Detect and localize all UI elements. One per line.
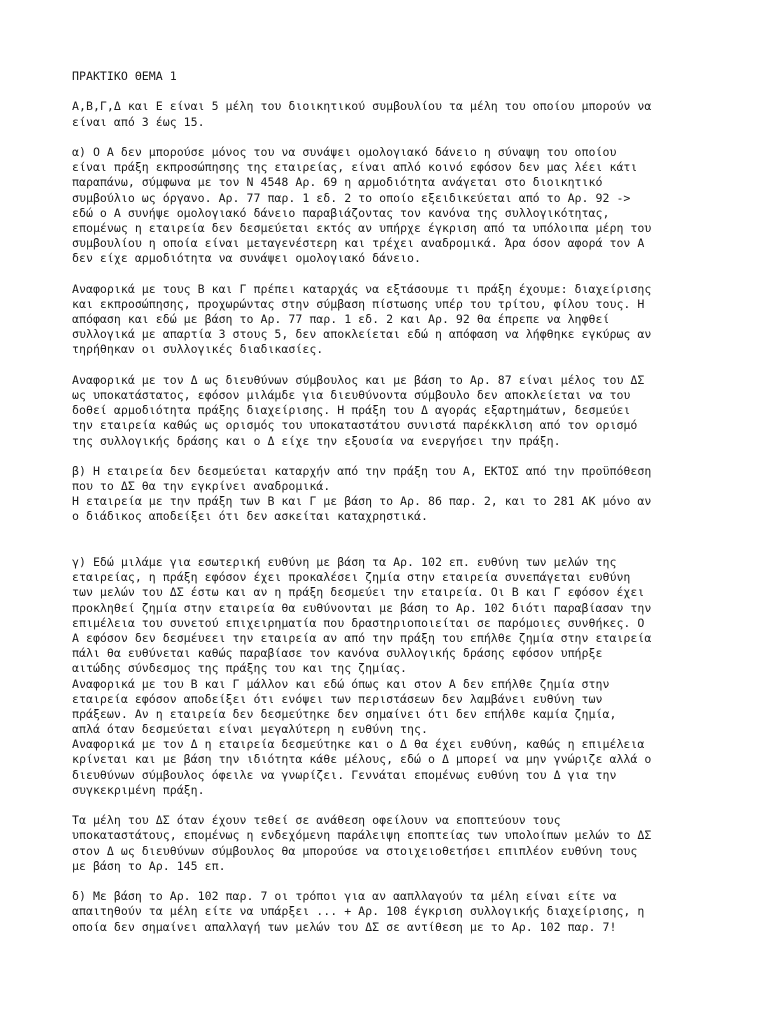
- paragraph: [72, 813, 712, 874]
- paragraph-line: Αναφορικά με τον Δ ως διευθύνων σύμβουλος και με βάση το Αρ. 87 είναι μέλος του ΔΣ: [72, 372, 645, 387]
- paragraph-gap: [72, 358, 712, 373]
- paragraph-line: ως υποκατάστατος, εφόσον μιλάμδε για διευθύνοντα σύμβουλο δεν αποκλείεται να του: [72, 387, 631, 402]
- paragraph-gap: [72, 84, 712, 99]
- paragraph-line: δοθεί αρμοδιότητα πράξης διαχείρισης. Η πράξη του Δ αγοράς εξαρτημάτων, δεσμεύει: [72, 403, 631, 418]
- paragraph-line: Η εταιρεία με την πράξη των Β και Γ με βάση το Αρ. 86 παρ. 2, και το 281 ΑΚ μόνο αν: [72, 494, 652, 509]
- paragraph: [72, 145, 712, 267]
- paragraph-line: εταιρείας, η πράξη εφόσον έχει προκαλέσει ζημία στην εταιρεία συνεπάγεται ευθύνη: [72, 570, 631, 585]
- paragraph: [72, 889, 712, 935]
- paragraph-line: συλλογικά με απαρτία 3 στους 5, δεν αποκλείεται εδώ η απόφαση να λήφθηκε εγκύρως αν: [72, 327, 652, 342]
- paragraph: [72, 99, 712, 129]
- paragraph-line: υποκαταστάτους, επομένως η ενδεχόμενη παράλειψη εποπτείας των υπολοίπων μελών το ΔΣ: [72, 828, 652, 843]
- paragraph-line: απόφαση και εδώ με βάση το Αρ. 77 παρ. 1 εδ. 2 και Αρ. 92 θα έπρεπε να ληφθεί: [72, 312, 610, 326]
- paragraph-line: διευθύνων σύμβουλος όφειλε να γνωρίζει. Γεννάται επομένως ευθύνη του Δ για την: [72, 767, 617, 782]
- paragraph-line: κρίνεται και με βάση την ιδιότητα κάθε μέλους, εδώ ο Δ μπορεί να μην γνώριζε αλλά ο: [72, 752, 652, 767]
- paragraph-gap: [72, 130, 712, 145]
- paragraph-line: τηρήθηκαν οι συλλογικές διαδικασίες.: [72, 342, 324, 357]
- paragraph-line: της συλλογικής δράσης και ο Δ είχε την εξουσία να ενεργήσει την πράξη.: [72, 433, 561, 448]
- paragraph-line: εδώ ο Α συνήψε ομολογιακό δάνειο παραβιάζοντας τον κανόνα της συλλογικότητας,: [72, 205, 610, 220]
- paragraph-line: πράξεων. Αν η εταιρεία δεν δεσμεύτηκε δεν σημαίνει ότι δεν επήλθε καμία ζημία,: [72, 706, 617, 721]
- paragraph-line: την εταιρεία καθώς ως ορισμός του υποκαταστάτου συνιστά παρέκκλιση από τον ορισμό: [72, 418, 638, 433]
- paragraph-line: είναι από 3 έως 15.: [72, 114, 205, 129]
- paragraph-line: Α,Β,Γ,Δ και Ε είναι 5 μέλη του διοικητικού συμβουλίου τα μέλη του οποίου μπορούν να: [72, 99, 652, 114]
- paragraph-line: πάλι θα ευθύνεται καθώς παραβίασε τον κανόνα συλλογικής δράσης εφόσον υπήρξε: [72, 646, 603, 661]
- paragraph-line: δεν είχε αρμοδιότητα να συνάψει ομολογιακό δάνειο.: [72, 251, 422, 266]
- document-title: ΠΡΑΚΤΙΚΟ ΘΕΜΑ 1: [72, 69, 177, 83]
- paragraph-line: επομένως η εταιρεία δεν δεσμεύεται εκτός αν υπήρχε έγκριση από τα υπόλοιπα μέρη του: [72, 220, 652, 235]
- paragraph-line: συγκεκριμένη πράξη.: [72, 782, 205, 797]
- paragraph-line: Α εφόσον δεν δεσμέυεει την εταιρεία αν από την πράξη του επήλθε ζημία στην εταιρεία: [72, 630, 652, 645]
- paragraph-line: Τα μέλη του ΔΣ όταν έχουν τεθεί σε ανάθεση οφείλουν να εποπτεύουν τους: [72, 813, 561, 828]
- paragraph-line: β) Η εταιρεία δεν δεσμεύεται καταρχήν από την πράξη του Α, ΕΚΤΟΣ από την προϋπόθεση: [72, 463, 652, 478]
- paragraph-line: απαιτηθούν τα μέλη είτε να υπάρξει ... + Αρ. 108 έγκριση συλλογικής διαχείρισης, η: [72, 904, 645, 919]
- paragraph-line: α) Ο Α δεν μπορούσε μόνος του να συνάψει ομολογιακό δάνειο η σύναψη του οποίου: [72, 144, 617, 159]
- paragraph: [72, 373, 712, 449]
- paragraph: [72, 464, 712, 525]
- paragraph-gap: [72, 449, 712, 464]
- paragraph-line: οποία δεν σημαίνει απαλλαγή των μελών του ΔΣ σε αντίθεση με το Αρ. 102 παρ. 7!: [72, 919, 617, 934]
- paragraph-line: Αναφορικά με του Β και Γ μάλλον και εδώ όπως και στον Α δεν επήλθε ζημία στην: [72, 676, 610, 691]
- paragraph-line: στον Δ ως διευθύνων σύμβουλος θα μπορούσε να στοιχειοθετήσει επιπλέον ευθύνη τους: [72, 843, 638, 858]
- paragraph-line: συμβουλίου η οποία είναι μεταγενέστερη και τρέχει αναδρομικά. Άρα όσον αφορά τον Α: [72, 236, 645, 251]
- paragraph: [72, 555, 712, 798]
- paragraph: [72, 282, 712, 358]
- paragraph-line: γ) Εδώ μιλάμε για εσωτερική ευθύνη με βάση τα Αρ. 102 επ. ευθύνη των μελών της: [72, 555, 617, 569]
- paragraph-line: εταιρεία εφόσον αποδείξει ότι ενόψει των περιστάσεων δεν λαμβάνει ευθύνη των: [72, 691, 603, 706]
- paragraph-line: Αναφορικά με τους Β και Γ πρέπει καταρχάς να εξτάσουμε τι πράξη έχουμε: διαχείρισης: [72, 281, 652, 296]
- paragraph-line: επιμέλεια του συνετού επιχειρηματία που δραστηριοποιείται σε παρόμοιες συνθήκες. Ο: [72, 615, 645, 630]
- document-body: [72, 69, 712, 935]
- paragraph-line: είναι πράξη εκπροσώπησης της εταιρείας, είναι απλό κοινό εφόσον δεν μας λέει κάτι: [72, 160, 638, 175]
- paragraph-line: ο διάδικος αποδείξει ότι δεν ασκείται καταχρηστικά.: [72, 509, 428, 524]
- paragraph-line: απλά όταν δεσμεύεται είναι μεγαλύτερη η ευθύνη της.: [72, 722, 428, 737]
- paragraph-gap: [72, 525, 712, 540]
- paragraph-line: και εκπροσώπησης, προχωρώντας στην σύμβαση πίστωσης υπέρ του τρίτου, φίλου τους. Η: [72, 296, 645, 311]
- paragraph-gap: [72, 798, 712, 813]
- paragraph-line: παραπάνω, σύμφωνα με τον Ν 4548 Αρ. 69 η αρμοδιότητα ανάγεται στο διοικητικό: [72, 175, 603, 190]
- paragraph-line: αιτώδης σύνδεσμος της πράξης του και της ζημίας.: [72, 661, 408, 676]
- paragraph-line: που το ΔΣ θα την εγκρίνει αναδρομικά.: [72, 479, 331, 494]
- paragraph-line: συμβούλιο ως όργανο. Αρ. 77 παρ. 1 εδ. 2 το οποίο εξειδικεύεται από το Αρ. 92 ->: [72, 190, 631, 205]
- paragraph-line: δ) Με βάση το Αρ. 102 παρ. 7 οι τρόποι για αν ααπλλαγούν τα μέλη είναι είτε να: [72, 889, 617, 904]
- paragraph-gap: [72, 874, 712, 889]
- paragraph-line: προκληθεί ζημία στην εταιρεία θα ευθύνονται με βάση το Αρ. 102 διότι παραβίασαν την: [72, 600, 652, 615]
- paragraph-line: με βάση το Αρ. 145 επ.: [72, 858, 226, 873]
- paragraph-line: Αναφορικά με τον Δ η εταιρεία δεσμεύτηκε και ο Δ θα έχει ευθύνη, καθώς η επιμέλεια: [72, 737, 645, 752]
- paragraph-gap: [72, 266, 712, 281]
- paragraph-line: των μελών του ΔΣ έστω και αν η πράξη δεσμεύει την εταιρεία. Οι Β και Γ εφόσον έχει: [72, 585, 645, 600]
- paragraph-gap: [72, 540, 712, 555]
